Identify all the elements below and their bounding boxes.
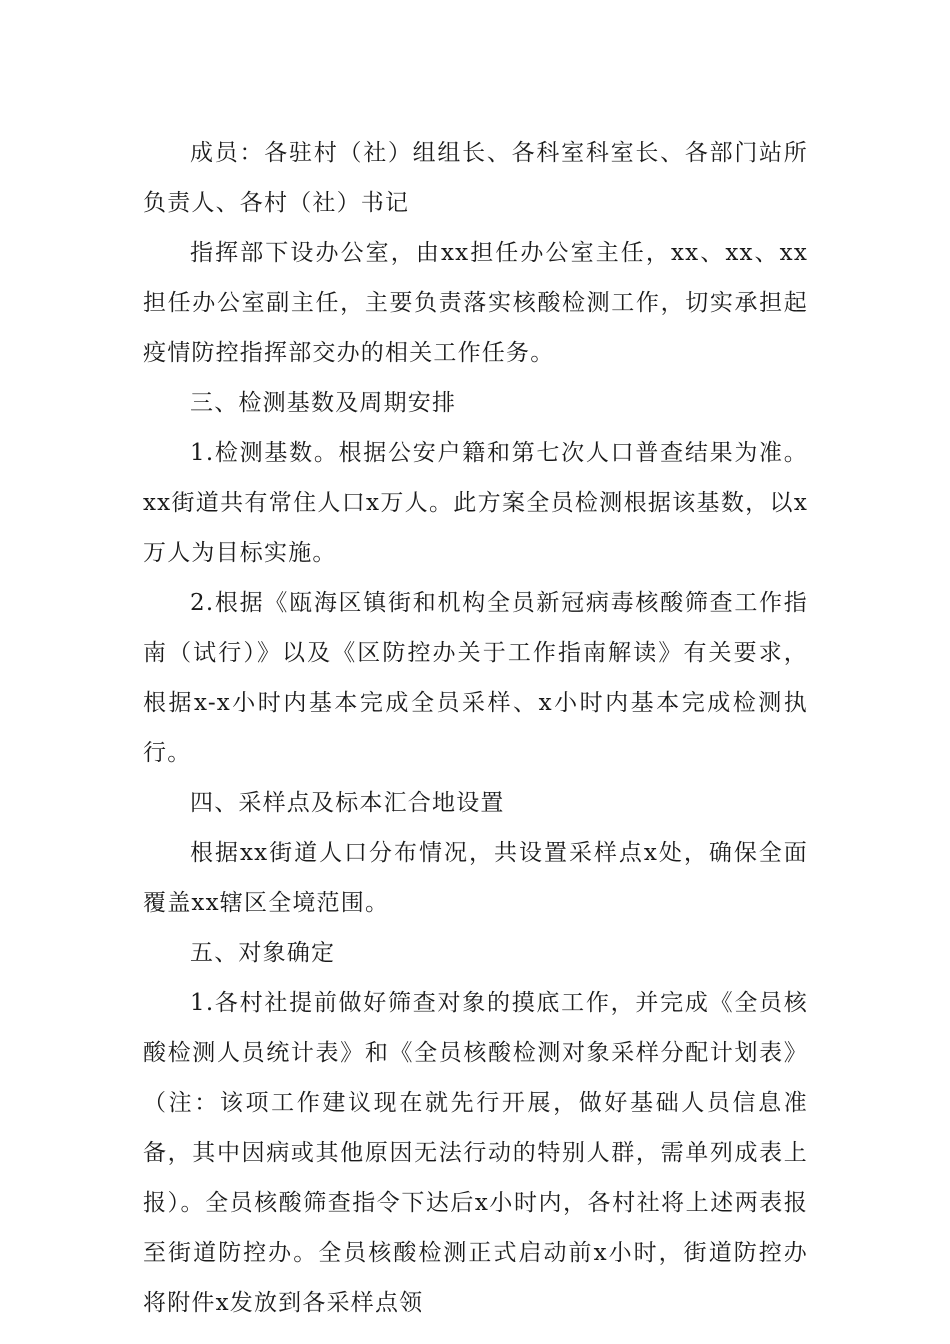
paragraph-section5-item1: 1.各村社提前做好筛查对象的摸底工作，并完成《全员核酸检测人员统计表》和《全员核酸检测对象采样分配计划表》（注：该项工作建议现在就先行开展，做好基础人员信息准备，其中因病或其他原因无法行动的特别人群，需单列成表上报）。全员核酸筛查指令下达后x小时内，各村社将上述两表报至街道防控办。全员核酸检测正式启动前x小时，街道防控办将附件x发放到各采样点领: [143, 990, 808, 1316]
paragraph-section3-item2: 2.根据《瓯海区镇街和机构全员新冠病毒核酸筛查工作指南（试行）》以及《区防控办关于工作指南解读》有关要求，根据x-x小时内基本完成全员采样、x小时内基本完成检测执行。: [143, 590, 808, 766]
section-heading-4: 四、采样点及标本汇合地设置: [190, 790, 505, 816]
paragraph-section3-item1: 1.检测基数。根据公安户籍和第七次人口普查结果为准。xx街道共有常住人口x万人。此方案全员检测根据该基数，以x万人为目标实施。: [143, 440, 808, 566]
section-heading-5: 五、对象确定: [190, 940, 336, 966]
paragraph-members: 成员：各驻村（社）组组长、各科室科室长、各部门站所负责人、各村（社）书记: [143, 140, 808, 216]
section-heading-3: 三、检测基数及周期安排: [190, 390, 457, 416]
paragraph-section4-body: 根据xx街道人口分布情况，共设置采样点x处，确保全面覆盖xx辖区全境范围。: [143, 840, 808, 916]
document-body: [143, 128, 808, 1328]
paragraph-office: 指挥部下设办公室，由xx担任办公室主任，xx、xx、xx担任办公室副主任，主要负责落实核酸检测工作，切实承担起疫情防控指挥部交办的相关工作任务。: [143, 240, 808, 366]
